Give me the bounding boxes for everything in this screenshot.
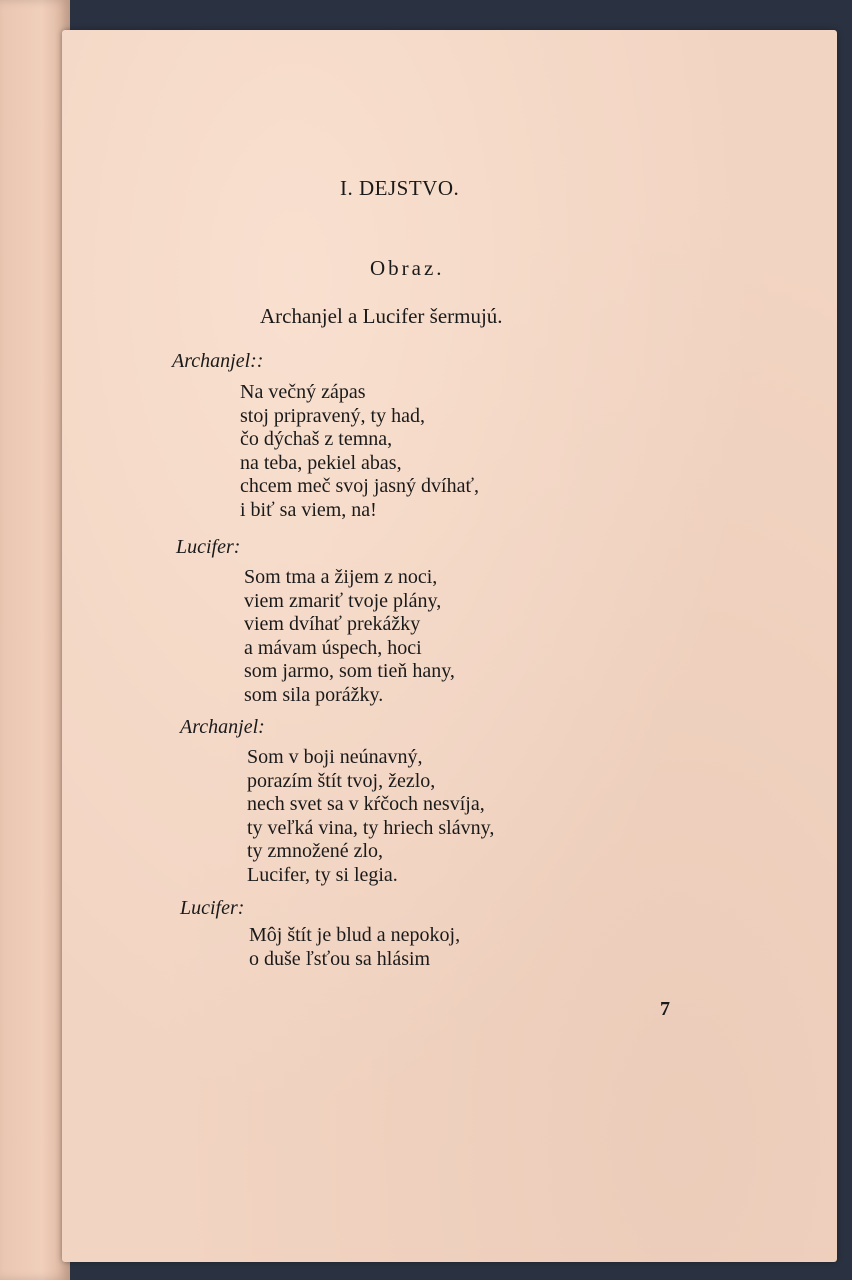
verse-line: o duše ľsťou sa hlásim xyxy=(249,947,431,970)
verse-line: viem dvíhať prekážky xyxy=(244,613,421,635)
verse-line: ty veľká vina, ty hriech slávny, xyxy=(247,816,495,839)
verse-line: porazím štít tvoj, žezlo, xyxy=(247,769,436,792)
verse-block xyxy=(247,746,494,887)
verse-line: i biť sa viem, na! xyxy=(240,498,377,521)
verse-line: Lucifer, ty si legia. xyxy=(247,863,398,886)
verse-line: Som tma a žijem z noci, xyxy=(244,566,438,588)
scene-title: Obraz. xyxy=(370,256,445,280)
verse-line: stoj pripravený, ty had, xyxy=(240,404,425,427)
page-number: 7 xyxy=(660,998,670,1020)
act-title: I. DEJSTVO. xyxy=(340,176,460,200)
speaker-name: Archanjel: xyxy=(180,716,265,738)
verse-line: chcem meč svoj jasný dvíhať, xyxy=(240,475,480,497)
verse-line: viem zmariť tvoje plány, xyxy=(244,589,442,612)
verse-line: som jarmo, som tieň hany, xyxy=(244,660,455,682)
stage-direction: Archanjel a Lucifer šermujú. xyxy=(260,304,503,328)
verse-line: som sila porážky. xyxy=(244,683,384,706)
verse-line: Som v boji neúnavný, xyxy=(247,746,423,768)
verse-line: a mávam úspech, hoci xyxy=(244,636,422,659)
verse-line: ty zmnožené zlo, xyxy=(247,840,384,862)
verse-block xyxy=(244,566,455,707)
verse-line: Na večný zápas xyxy=(240,381,366,403)
book-page xyxy=(62,30,837,1262)
verse-line: na teba, pekiel abas, xyxy=(240,451,402,474)
verse-block xyxy=(240,381,479,522)
speaker-name: Archanjel:: xyxy=(172,350,264,372)
verse-line: Môj štít je blud a nepokoj, xyxy=(249,924,461,946)
speaker-name: Lucifer: xyxy=(180,897,245,919)
verse-block xyxy=(249,924,460,971)
speaker-name: Lucifer: xyxy=(176,536,241,558)
verse-line: nech svet sa v kŕčoch nesvíja, xyxy=(247,793,485,815)
facing-page-edge xyxy=(0,0,70,1280)
verse-line: čo dýchaš z temna, xyxy=(240,428,393,450)
